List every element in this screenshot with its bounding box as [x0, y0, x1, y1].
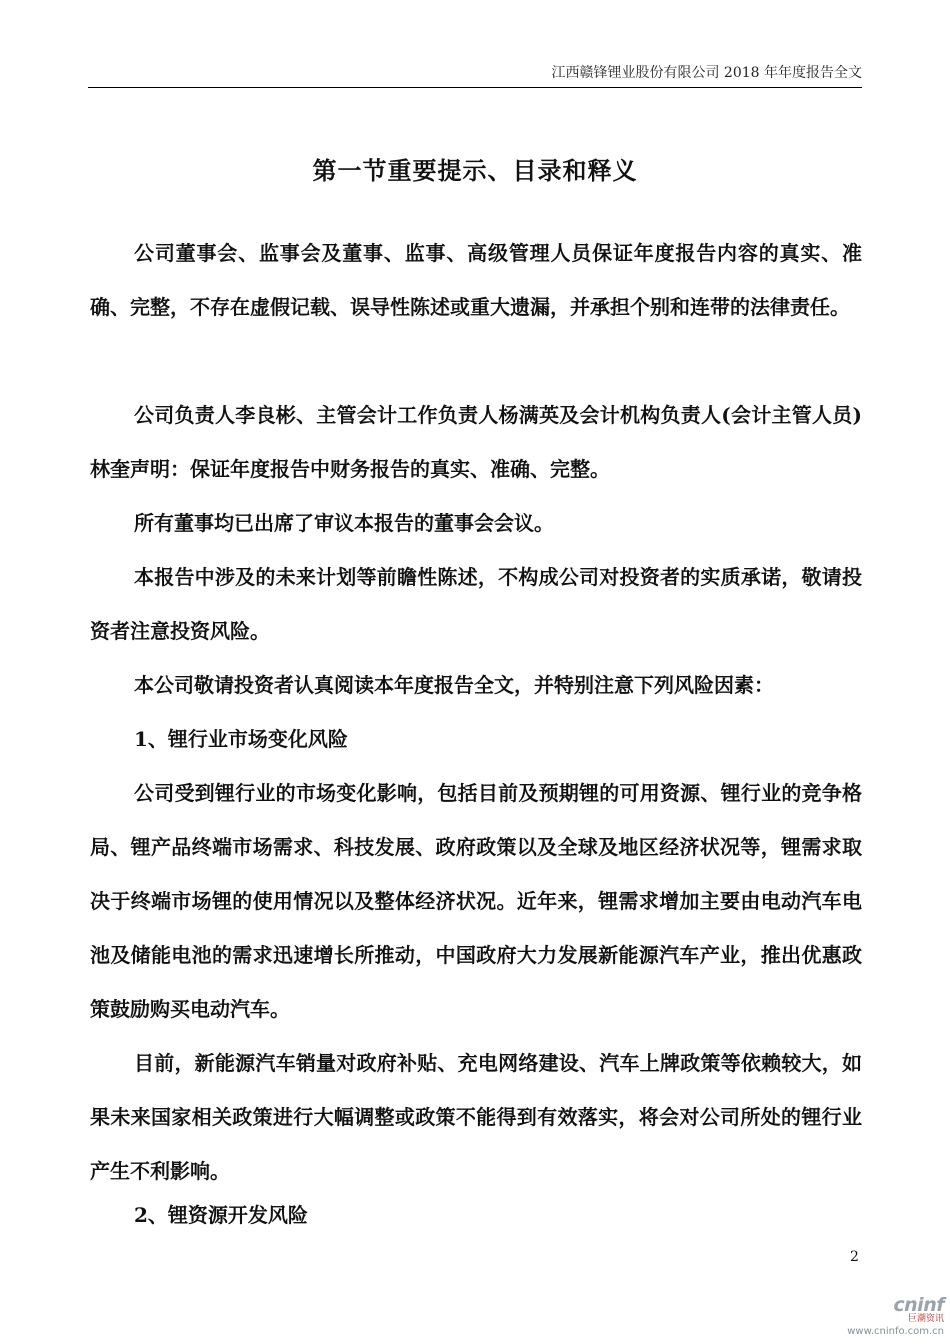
risk-1-paragraph-1: 公司受到锂行业的市场变化影响，包括目前及预期锂的可用资源、锂行业的竞争格局、锂产品终端市场需求、科技发展、政府政策以及全球及地区经济状况等，锂需求取决于终端市场锂的使用情况以及整体经济状况。近年来，锂需求增加主要由电动汽车电池及储能电池的需求迅速增长所推动，中国政府大力发展新能源汽车产业，推出优惠政策鼓励购买电动汽车。	[90, 781, 862, 1021]
header-title: 江西赣锋锂业股份有限公司 2018 年年度报告全文	[551, 65, 862, 81]
cninfo-logo: cninf	[893, 1294, 944, 1316]
cninfo-logo-chinese: 巨潮资讯	[907, 1314, 944, 1324]
header-divider	[88, 87, 862, 88]
risk-heading-1: 1、锂行业市场变化风险	[134, 727, 348, 751]
paragraph-forward-looking: 本报告中涉及的未来计划等前瞻性陈述，不构成公司对投资者的实质承诺，敬请投资者注意投资风险。	[90, 565, 862, 643]
risk-1-paragraph-2: 目前，新能源汽车销量对政府补贴、充电网络建设、汽车上牌政策等依赖较大，如果未来国家相关政策进行大幅调整或政策不能得到有效落实，将会对公司所处的锂行业产生不利影响。	[90, 1051, 862, 1183]
cninfo-watermark	[848, 1294, 944, 1340]
risk-heading-2: 2、锂资源开发风险	[134, 1203, 308, 1227]
page-number: 2	[850, 1249, 859, 1265]
paragraph-responsibility: 公司董事会、监事会及董事、监事、高级管理人员保证年度报告内容的真实、准确、完整，不存在虚假记载、误导性陈述或重大遗漏，并承担个别和连带的法律责任。	[90, 241, 862, 319]
paragraph-declaration: 公司负责人李良彬、主管会计工作负责人杨满英及会计机构负责人(会计主管人员)林奎声明：保证年度报告中财务报告的真实、准确、完整。	[90, 403, 862, 481]
cninfo-url: www.cninfo.com.cn	[847, 1326, 944, 1337]
paragraph-risk-intro: 本公司敬请投资者认真阅读本年度报告全文，并特别注意下列风险因素：	[134, 673, 774, 697]
section-title: 第一节重要提示、目录和释义	[312, 156, 638, 185]
paragraph-attendance: 所有董事均已出席了审议本报告的董事会会议。	[134, 511, 554, 535]
